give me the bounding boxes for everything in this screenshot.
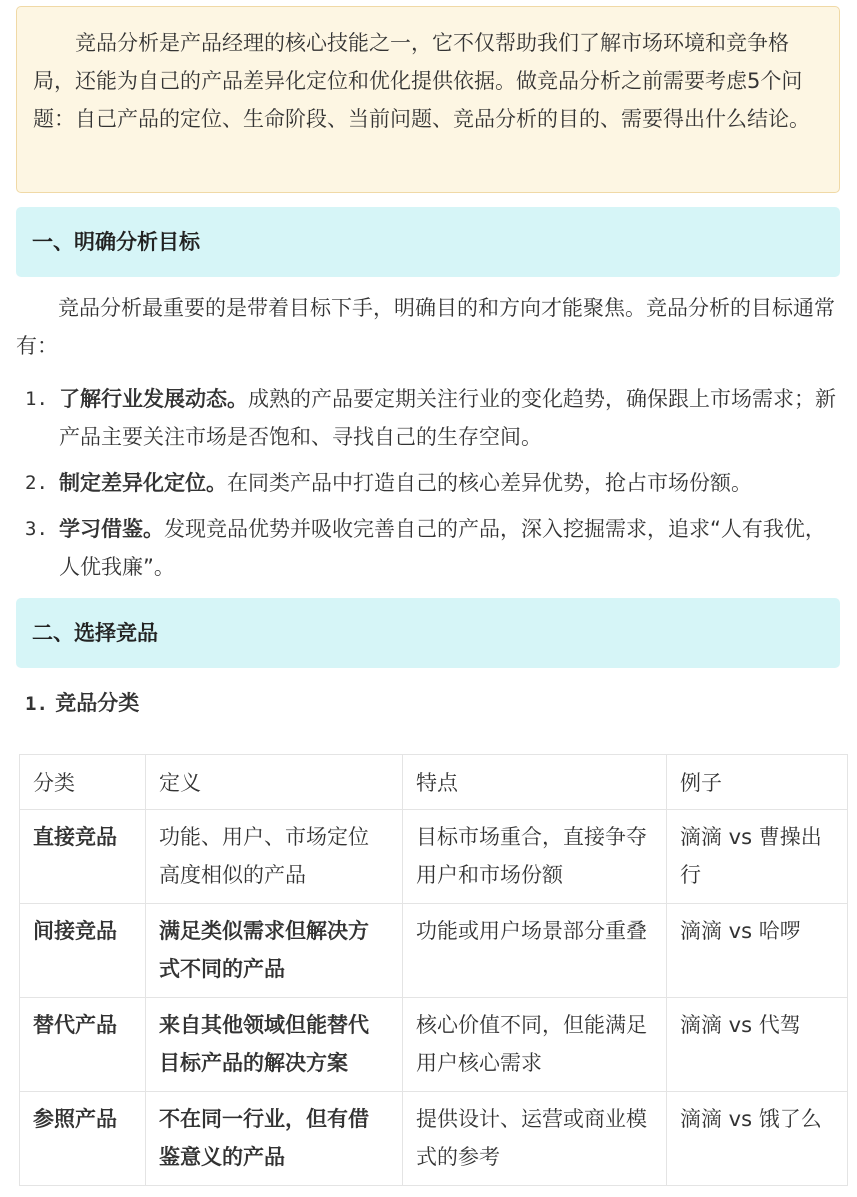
table-cell: 替代产品	[20, 998, 146, 1092]
list-number: 2.	[25, 472, 48, 494]
table-cell: 目标市场重合，直接争夺用户和市场份额	[403, 810, 667, 904]
table-cell: 滴滴 vs 饿了么	[667, 1092, 848, 1186]
table-header-row	[20, 755, 848, 810]
list-item-lead: 学习借鉴。	[59, 517, 164, 541]
list-item	[16, 464, 836, 502]
table-header-cell: 分类	[20, 755, 146, 810]
table-cell: 满足类似需求但解决方式不同的产品	[146, 904, 403, 998]
subheading-number: 1.	[25, 693, 48, 715]
list-item-lead: 制定差异化定位。	[59, 471, 227, 495]
table-cell: 间接竞品	[20, 904, 146, 998]
table-row	[20, 1092, 848, 1186]
table-cell: 滴滴 vs 曹操出行	[667, 810, 848, 904]
table-row	[20, 998, 848, 1092]
subheading-classification	[25, 684, 139, 723]
table-cell: 不在同一行业，但有借鉴意义的产品	[146, 1092, 403, 1186]
table-cell: 功能或用户场景部分重叠	[403, 904, 667, 998]
list-item-text: 成熟的产品要定期关注行业的变化趋势，确保跟上市场需求；新产品主要关注市场是否饱和、寻找自己的生存空间。	[59, 387, 836, 449]
list-number: 3.	[25, 518, 48, 540]
intro-text: 竞品分析是产品经理的核心技能之一，它不仅帮助我们了解市场环境和竞争格局，还能为自己的产品差异化定位和优化提供依据。做竞品分析之前需要考虑5个问题：自己产品的定位、生命阶段、当前问题、竞品分析的目的、需要得出什么结论。	[33, 31, 810, 131]
table-header-cell: 定义	[146, 755, 403, 810]
table-cell: 滴滴 vs 哈啰	[667, 904, 848, 998]
section-heading-goals: 一、明确分析目标	[16, 207, 840, 277]
list-item-text: 在同类产品中打造自己的核心差异优势，抢占市场份额。	[227, 471, 752, 495]
list-number: 1.	[25, 388, 48, 410]
table-cell: 核心价值不同，但能满足用户核心需求	[403, 998, 667, 1092]
table-header-cell: 特点	[403, 755, 667, 810]
list-item	[16, 380, 836, 456]
goals-intro	[16, 289, 836, 365]
table-cell: 提供设计、运营或商业模式的参考	[403, 1092, 667, 1186]
table-row	[20, 904, 848, 998]
subheading-text: 竞品分类	[55, 691, 140, 715]
table-cell: 滴滴 vs 代驾	[667, 998, 848, 1092]
table-row	[20, 810, 848, 904]
table-cell: 功能、用户、市场定位高度相似的产品	[146, 810, 403, 904]
table-cell: 直接竞品	[20, 810, 146, 904]
section-heading-competitors: 二、选择竞品	[16, 598, 840, 668]
goals-intro-text: 竞品分析最重要的是带着目标下手，明确目的和方向才能聚焦。竞品分析的目标通常有：	[16, 296, 835, 358]
table-cell: 参照产品	[20, 1092, 146, 1186]
competitor-table	[19, 754, 848, 1186]
list-item-text: 发现竞品优势并吸收完善自己的产品，深入挖掘需求，追求“人有我优，人优我廉”。	[59, 517, 826, 579]
table-cell: 来自其他领域但能替代目标产品的解决方案	[146, 998, 403, 1092]
goals-list	[16, 380, 836, 594]
intro-callout	[16, 6, 840, 193]
table-header-cell: 例子	[667, 755, 848, 810]
list-item-lead: 了解行业发展动态。	[59, 387, 248, 411]
list-item	[16, 510, 836, 586]
